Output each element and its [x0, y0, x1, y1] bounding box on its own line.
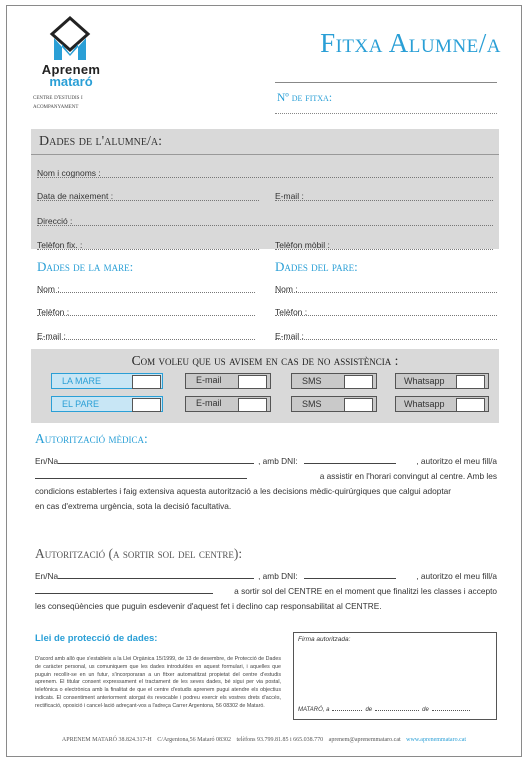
- medical-line-2-text: a assistir en l'horari convingut al centre. Amb les: [319, 471, 497, 481]
- mobile-field[interactable]: [275, 235, 493, 250]
- medical-en-na: En/Na: [35, 456, 59, 466]
- whatsapp-mare-checkbox[interactable]: [456, 375, 485, 389]
- father-name-field[interactable]: [275, 279, 497, 293]
- footer-email[interactable]: aprenem@aprenemmataro.cat: [328, 737, 401, 743]
- name-field[interactable]: [37, 163, 493, 178]
- footer-web[interactable]: www.aprenemmataro.cat: [406, 737, 467, 743]
- medical-dni-label: , amb DNI:: [258, 456, 298, 466]
- option-el-pare[interactable]: [51, 396, 163, 412]
- house-logo-icon: [48, 16, 92, 62]
- address-label: Direcció :: [37, 216, 73, 226]
- medical-line-1: [35, 454, 497, 469]
- option-whatsapp-mare-label: Whatsapp: [404, 376, 445, 386]
- exit-autoritzo: , autoritzo el meu fill/a: [416, 571, 497, 581]
- landline-label: Telèfon fix. :: [37, 240, 83, 250]
- medical-heading: Autorització mèdica:: [35, 431, 148, 446]
- option-email-mare-label: E-mail: [196, 375, 222, 385]
- father-phone-field[interactable]: [275, 302, 497, 316]
- father-phone-label: Telèfon :: [275, 307, 308, 317]
- logo-subtitle-line1: centre d'estudis i: [33, 94, 83, 101]
- signature-date-line: [298, 707, 494, 713]
- student-heading-rule: [31, 154, 499, 155]
- medical-text: [35, 454, 497, 514]
- name-label: Nom i cognoms :: [37, 168, 101, 178]
- option-sms-pare-label: SMS: [302, 399, 322, 409]
- mother-phone-field[interactable]: [37, 302, 255, 316]
- medical-dni-blank[interactable]: [304, 454, 396, 464]
- sms-pare-checkbox[interactable]: [344, 398, 373, 412]
- father-heading: Dades del pare:: [275, 259, 358, 274]
- fitxa-number-field[interactable]: [275, 82, 497, 114]
- logo-name-line2: mataró: [49, 74, 93, 89]
- notice-heading: Com voleu que us avisem en cas de no assistència :: [131, 353, 399, 368]
- exit-line-2-text: a sortir sol del CENTRE en el moment que finalitzi les classes i accepto: [234, 586, 497, 596]
- exit-line-3: les conseqüències que puguin esdevenir d'aquest fet i declino cap responsabilitat al CENTRE.: [35, 601, 382, 611]
- footer-phones: telèfons 93.799.81.85 i 665.038.770: [236, 737, 324, 743]
- medical-line-2: [35, 469, 497, 484]
- footer-address: C/Argentona,56 Mataró 08302: [157, 737, 231, 743]
- signature-year-blank[interactable]: [432, 710, 470, 711]
- exit-line-1: [35, 569, 497, 584]
- medical-name-blank[interactable]: [58, 454, 254, 464]
- footer: [7, 737, 521, 743]
- student-email-label: E-mail :: [275, 191, 304, 201]
- medical-child-blank[interactable]: [35, 469, 247, 479]
- father-email-field[interactable]: [275, 326, 497, 340]
- privacy-text: D'acord amb allò que s'estableix a la Llei Orgànica 15/1999, de 13 de desembre, de Protecció de Dades de caràcter personal, us comuniquem que les dades introduïdes en aquest formulari, i aquelles que puguin recollir-se en un futur, s'incorporaran a un fitxer automatitzat propietat del centre d'estudis aprenem. El titular consent expressament el tractament de les seves dades, bé sigui per via postal, telefònica o electrònica amb la finalitat de que el centre d'estudis aprenem pugui atendre els objectius indicats. El consentiment anteriorment atorgat és revocable i podreu exercir els vostres drets d'accés, rectificació, oposició i cancel·lació adreçant-vos a l'adreça Carrer Argentona, 56 08302 de Mataró.: [35, 656, 281, 709]
- medical-autoritzo: , autoritzo el meu fill/a: [416, 456, 497, 466]
- email-mare-checkbox[interactable]: [238, 375, 267, 389]
- birthdate-field[interactable]: [37, 186, 259, 201]
- exit-line-2: [35, 584, 497, 599]
- logo-subtitle-line2: acompanyament: [33, 103, 79, 110]
- mother-phone-label: Telèfon :: [37, 307, 70, 317]
- footer-nif: 38.824.317-H: [118, 737, 152, 743]
- exit-text: [35, 569, 497, 614]
- birthdate-label: Data de naixement :: [37, 191, 114, 201]
- option-la-mare[interactable]: [51, 373, 163, 389]
- option-email-pare-label: E-mail: [196, 398, 222, 408]
- email-pare-checkbox[interactable]: [238, 398, 267, 412]
- signature-label: Firma autoritzada:: [298, 636, 351, 643]
- signature-de-1: de: [365, 707, 373, 713]
- father-email-label: E-mail :: [275, 331, 304, 341]
- mobile-label: Telèfon mòbil :: [275, 240, 330, 250]
- exit-child-blank[interactable]: [35, 584, 213, 594]
- mother-email-label: E-mail :: [37, 331, 66, 341]
- option-whatsapp-pare[interactable]: [395, 396, 489, 412]
- exit-dni-label: , amb DNI:: [258, 571, 298, 581]
- fitxa-number-label: Nº de fitxa:: [277, 92, 333, 104]
- option-email-pare[interactable]: [185, 396, 271, 412]
- exit-name-blank[interactable]: [58, 569, 254, 579]
- medical-line-4: en cas d'extrema urgència, sota la decisió facultativa.: [35, 501, 232, 511]
- landline-field[interactable]: [37, 235, 259, 250]
- sms-mare-checkbox[interactable]: [344, 375, 373, 389]
- signature-month-blank[interactable]: [375, 710, 419, 711]
- la-mare-checkbox[interactable]: [132, 375, 161, 389]
- form-page: [6, 5, 522, 757]
- footer-name: APRENEM MATARÓ: [61, 737, 117, 743]
- exit-dni-blank[interactable]: [304, 569, 396, 579]
- signature-day-blank[interactable]: [332, 710, 362, 711]
- signature-box[interactable]: [293, 632, 497, 720]
- mother-name-field[interactable]: [37, 279, 255, 293]
- mother-email-field[interactable]: [37, 326, 255, 340]
- exit-heading: Autorització (a sortir sol del centre):: [35, 546, 243, 561]
- father-name-label: Nom :: [275, 284, 298, 294]
- page-title: Fitxa Alumne/a: [320, 28, 501, 58]
- signature-place: MATARÓ, a: [298, 707, 330, 713]
- option-whatsapp-mare[interactable]: [395, 373, 489, 389]
- student-email-field[interactable]: [275, 186, 493, 201]
- option-sms-mare[interactable]: [291, 373, 377, 389]
- whatsapp-pare-checkbox[interactable]: [456, 398, 485, 412]
- option-sms-pare[interactable]: [291, 396, 377, 412]
- student-section: [31, 129, 499, 249]
- notice-section: [31, 349, 499, 423]
- el-pare-checkbox[interactable]: [132, 398, 161, 412]
- option-la-mare-label: LA MARE: [62, 376, 102, 386]
- medical-line-3: condicions establertes i faig extensiva aquesta autorització a les decisions mèdic-quirúrgiques que calgui adoptar: [35, 486, 452, 496]
- mother-heading: Dades de la mare:: [37, 259, 134, 274]
- exit-en-na: En/Na: [35, 571, 59, 581]
- option-email-mare[interactable]: [185, 373, 271, 389]
- privacy-heading: Llei de protecció de dades:: [35, 633, 158, 644]
- option-el-pare-label: EL PARE: [62, 399, 100, 409]
- logo: [33, 16, 101, 126]
- logo-name-line1: Aprenem: [41, 62, 101, 77]
- student-heading: Dades de l'alumne/a:: [39, 134, 162, 149]
- mother-name-label: Nom :: [37, 284, 60, 294]
- address-field[interactable]: [37, 211, 493, 226]
- signature-de-2: de: [422, 707, 429, 713]
- option-sms-mare-label: SMS: [302, 376, 322, 386]
- option-whatsapp-pare-label: Whatsapp: [404, 399, 445, 409]
